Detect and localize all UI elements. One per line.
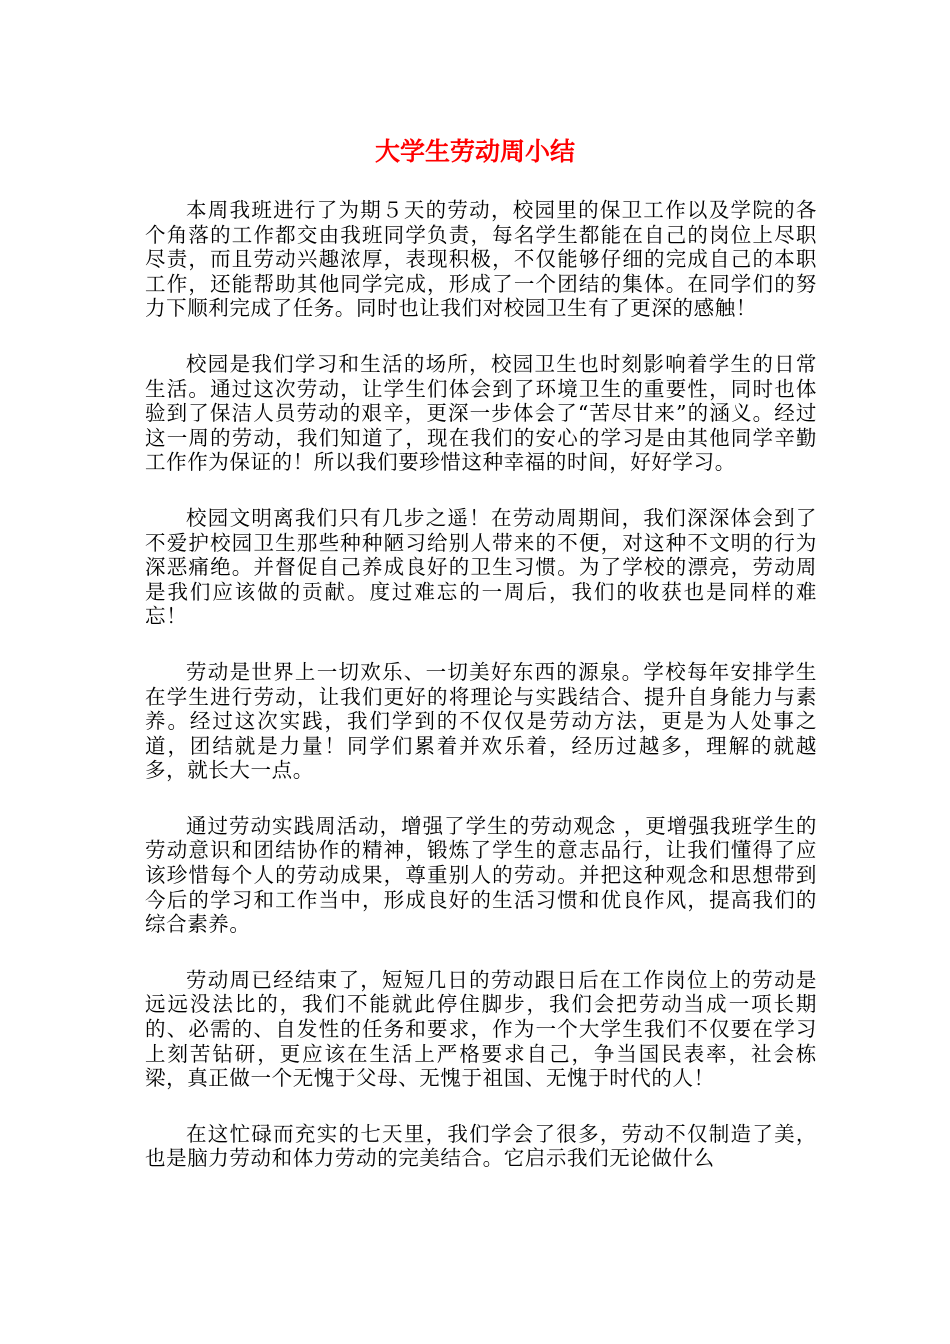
document-title: 大学生劳动周小结 (374, 137, 575, 166)
paragraph-6: 劳动周已经结束了，短短几日的劳动跟日后在工作岗位上的劳动是远远没法比的，我们不能就此停住脚步，我们会把劳动当成一项长期的、必需的、自发性的任务和要求，作为一个大学生我们不仅要在学习上刻苦钻研，更应该在生活上严格要求自己，争当国民表率，社会栋梁，真正做一个无愧于父母、无愧于祖国、无愧于时代的人！ (145, 967, 817, 1091)
document-body (145, 198, 817, 1202)
paragraph-3: 校园文明离我们只有几步之遥！在劳动周期间，我们深深体会到了不爱护校园卫生那些种种陋习给别人带来的不便，对这种不文明的行为深恶痛绝。并督促自己养成良好的卫生习惯。为了学校的漂亮，劳动周是我们应该做的贡献。度过难忘的一周后，我们的收获也是同样的难忘！ (145, 505, 817, 629)
paragraph-5: 通过劳动实践周活动，增强了学生的劳动观念 ，更增强我班学生的劳动意识和团结协作的精神，锻炼了学生的意志品行，让我们懂得了应该珍惜每个人的劳动成果，尊重别人的劳动。并把这种观念和思想带到今后的学习和工作当中，形成良好的生活习惯和优良作风，提高我们的综合素养。 (145, 813, 817, 937)
paragraph-4: 劳动是世界上一切欢乐、一切美好东西的源泉。学校每年安排学生在学生进行劳动，让我们更好的将理论与实践结合、提升自身能力与素养。经过这次实践，我们学到的不仅仅是劳动方法，更是为人处事之道，团结就是力量！同学们累着并欢乐着，经历过越多，理解的就越多，就长大一点。 (145, 659, 817, 783)
paragraph-1: 本周我班进行了为期５天的劳动，校园里的保卫工作以及学院的各个角落的工作都交由我班同学负责，每名学生都能在自己的岗位上尽职尽责，而且劳动兴趣浓厚，表现积极，不仅能够仔细的完成自己的本职工作，还能帮助其他同学完成，形成了一个团结的集体。在同学们的努力下顺利完成了任务。同时也让我们对校园卫生有了更深的感触！ (145, 198, 817, 321)
paragraph-2: 校园是我们学习和生活的场所，校园卫生也时刻影响着学生的日常生活。通过这次劳动，让学生们体会到了环境卫生的重要性，同时也体验到了保洁人员劳动的艰辛，更深一步体会了“苦尽甘来”的涵义。经过这一周的劳动，我们知道了，现在我们的安心的学习是由其他同学辛勤工作作为保证的！所以我们要珍惜这种幸福的时间，好好学习。 (145, 351, 817, 475)
paragraph-7: 在这忙碌而充实的七天里，我们学会了很多，劳动不仅制造了美，也是脑力劳动和体力劳动的完美结合。它启示我们无论做什么 (145, 1121, 817, 1171)
